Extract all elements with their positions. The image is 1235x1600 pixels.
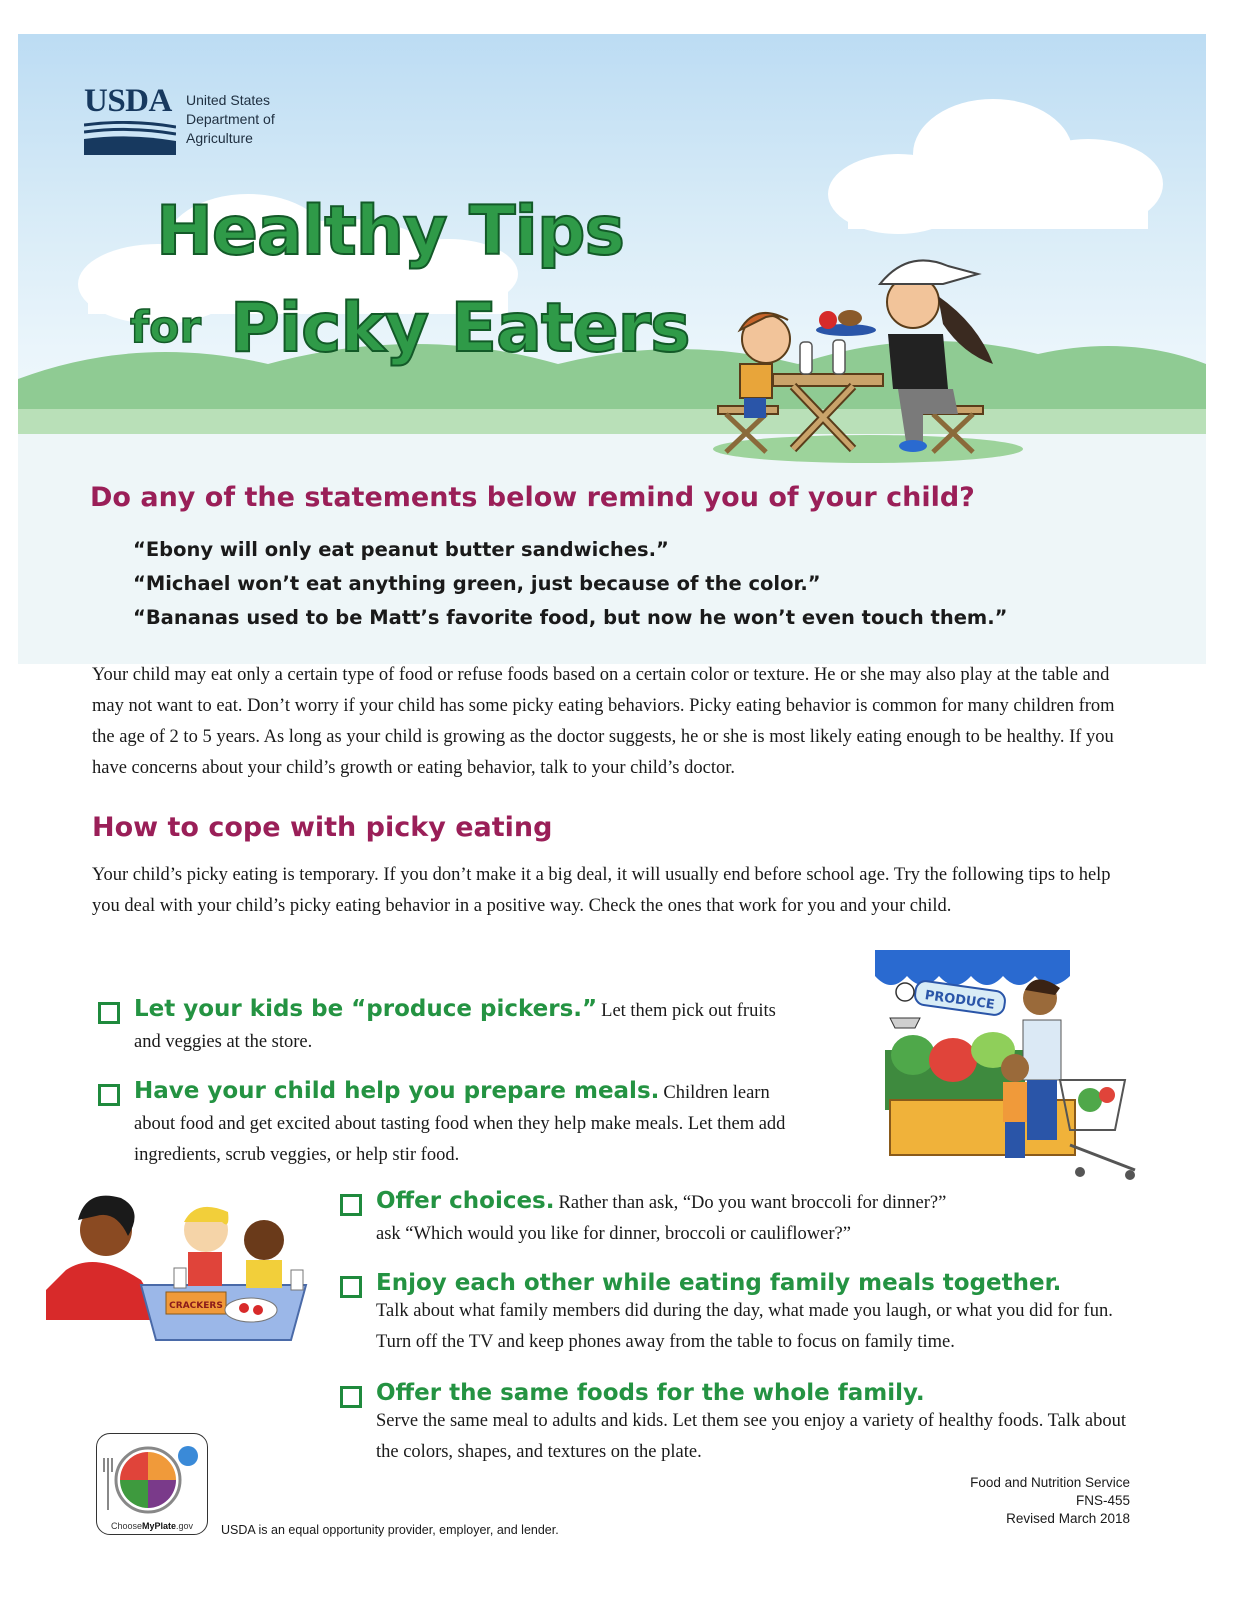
tip-text: Let them pick out fruits <box>601 1001 776 1021</box>
myplate-url-part: .gov <box>176 1521 194 1531</box>
myplate-url-part: MyPlate <box>142 1521 177 1531</box>
myplate-url <box>97 1521 207 1531</box>
question-heading: Do any of the statements below remind you of your child? <box>90 482 975 513</box>
agency-name <box>186 91 326 148</box>
tip-heading: Enjoy each other while eating family meals together. <box>376 1270 1062 1296</box>
tip-text: and veggies at the store. <box>134 1032 313 1052</box>
publisher-line: Food and Nutrition Service <box>970 1475 1130 1490</box>
title-line-1: Healthy Tips <box>156 192 624 271</box>
myplate-icon <box>98 1438 206 1518</box>
produce-stand-illustration <box>875 950 1165 1205</box>
agency-line: Agriculture <box>186 130 253 146</box>
tip-heading: Offer the same foods for the whole family. <box>376 1380 925 1406</box>
quote: “Michael won’t eat anything green, just because of the color.” <box>133 572 821 595</box>
cloud-right <box>828 99 1163 234</box>
publisher-info <box>920 1474 1130 1528</box>
tip-text: ask “Which would you like for dinner, broccoli or cauliflower?” <box>376 1224 851 1244</box>
tip-checkbox[interactable] <box>340 1194 362 1216</box>
myplate-url-part: Choose <box>110 1521 142 1531</box>
tip-heading: Have your child help you prepare meals. <box>134 1078 660 1104</box>
cope-heading: How to cope with picky eating <box>92 812 553 843</box>
usda-wordmark: USDA <box>84 83 172 119</box>
tip-text: about food and get excited about tasting food when they help make meals. Let them add ingredients, scrub veggies, or help stir food. <box>134 1114 786 1165</box>
title-line-2: Picky Eaters <box>230 289 690 368</box>
quote: “Ebony will only eat peanut butter sandwiches.” <box>133 538 669 561</box>
tip-checkbox[interactable] <box>340 1386 362 1408</box>
myplate-logo <box>96 1433 208 1535</box>
crackers-label: CRACKERS <box>169 1301 223 1311</box>
tip-checkbox[interactable] <box>98 1002 120 1024</box>
quote-list <box>133 537 1007 639</box>
publisher-line: FNS-455 <box>1075 1493 1130 1508</box>
hero-banner <box>18 34 1206 664</box>
tip-text: Rather than ask, “Do you want broccoli for dinner?” <box>558 1193 947 1213</box>
quote: “Bananas used to be Matt’s favorite food, but now he won’t even touch them.” <box>133 606 1008 629</box>
usda-logo <box>84 83 284 163</box>
tip-checkbox[interactable] <box>98 1084 120 1106</box>
usda-stripes-icon <box>84 121 176 155</box>
family-meal-illustration <box>46 1190 321 1360</box>
agency-line: United States <box>186 92 271 108</box>
agency-line: Department of <box>186 111 275 127</box>
intro-paragraph: Your child may eat only a certain type of food or refuse foods based on a certain color or texture. He or she may also play at the table and may not want to eat. Don’t worry if your child has some picky eating behaviors. Picky eating behavior is common for many children from the age of 2 to 5 years. As long as your child is growing as the doctor suggests, he or she is most likely eating enough to be healthy. If you have concerns about your child’s growth or eating behavior, talk to your child’s doctor. <box>92 665 1115 778</box>
tip-heading: Let your kids be “produce pickers.” <box>134 996 598 1022</box>
tip-text: Children learn <box>663 1083 770 1103</box>
tip-text: Serve the same meal to adults and kids. Let them see you enjoy a variety of healthy foods. Talk about the colors, shapes, and textures on the plate. <box>376 1411 1126 1462</box>
title-for: for <box>130 302 202 353</box>
publisher-line: Revised March 2018 <box>1006 1511 1130 1526</box>
produce-sign: PRODUCE <box>923 988 996 1013</box>
tip-text: Talk about what family members did during the day, what made you laugh, or what you did for fun. Turn off the TV and keep phones away from the table to focus on family time. <box>376 1301 1113 1352</box>
tip-checkbox[interactable] <box>340 1276 362 1298</box>
cope-paragraph: Your child’s picky eating is temporary. If you don’t make it a big deal, it will usually end before school age. Try the following tips to help you deal with your child’s picky eating behavior in a positive way. Check the ones that work for you and your child. <box>92 865 1111 916</box>
equal-opportunity-statement: USDA is an equal opportunity provider, employer, and lender. <box>221 1523 559 1537</box>
tip-heading: Offer choices. <box>376 1188 555 1214</box>
